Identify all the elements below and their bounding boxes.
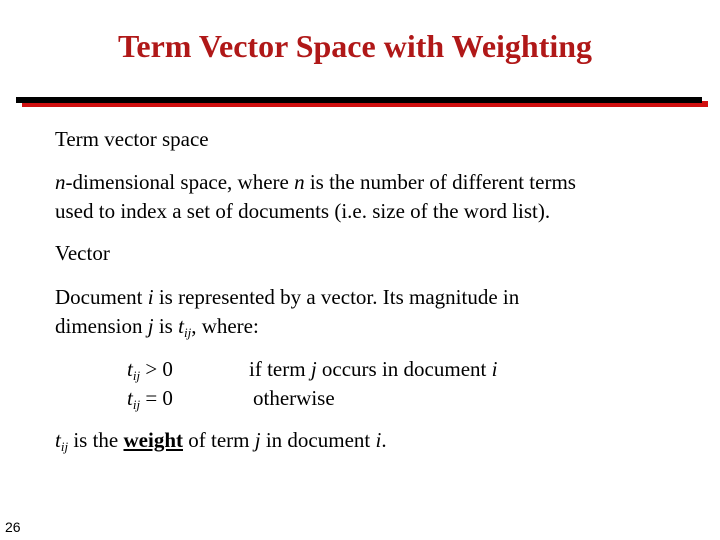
text-span: of term <box>183 428 255 452</box>
var-n: n <box>294 170 305 194</box>
text-span: is <box>153 314 179 338</box>
subscript-text: ij <box>132 368 141 383</box>
title-underline-rule <box>16 97 710 107</box>
term-vector-space-definition-line-2: used to index a set of documents (i.e. size of the word list). <box>55 199 551 223</box>
slide-number: 26 <box>5 519 21 535</box>
text-span: is the number of different terms <box>304 170 576 194</box>
text-span: is represented by a vector. Its magnitude in <box>153 285 520 309</box>
subscript-ij <box>133 397 140 412</box>
vector-definition-line-2 <box>55 312 259 341</box>
subscript-text: ij <box>60 439 69 454</box>
var-t: t <box>55 428 61 452</box>
section-heading-vector: Vector <box>55 241 110 265</box>
text-span: Document <box>55 285 148 309</box>
section-heading-term-vector-space: Term vector space <box>55 127 209 151</box>
condition-positive-description <box>249 355 497 384</box>
text-span: in document <box>260 428 376 452</box>
subscript-text: ij <box>183 325 192 340</box>
text-span: -dimensional space, where <box>65 170 295 194</box>
subscript-text: ij <box>132 397 141 412</box>
vector-definition-line-1 <box>55 283 519 312</box>
condition-positive-expression <box>127 355 173 384</box>
slide-title: Term Vector Space with Weighting <box>117 28 593 64</box>
text-span: if term <box>249 357 311 381</box>
relation: = 0 <box>140 386 173 410</box>
subscript-ij <box>61 439 68 454</box>
condition-zero-description: otherwise <box>253 386 335 410</box>
var-j: j <box>147 314 154 338</box>
var-i: i <box>491 357 498 381</box>
relation: > 0 <box>140 357 173 381</box>
var-j: j <box>254 428 261 452</box>
text-span: . <box>381 428 387 452</box>
var-t: t <box>127 386 133 410</box>
text-span: dimension <box>55 314 148 338</box>
var-t: t <box>178 314 184 338</box>
term-vector-space-definition-line-1 <box>55 168 576 197</box>
weight-definition <box>55 426 387 455</box>
text-span: , where: <box>191 314 259 338</box>
var-j: j <box>310 357 317 381</box>
text-span: occurs in document <box>316 357 492 381</box>
title-rule-dark <box>16 97 702 103</box>
var-n: n <box>55 170 66 194</box>
condition-zero-expression <box>127 384 173 413</box>
text-span: is the <box>68 428 124 452</box>
subscript-ij <box>133 368 140 383</box>
var-i: i <box>375 428 382 452</box>
var-t: t <box>127 357 133 381</box>
weight-emphasis: weight <box>123 428 183 452</box>
var-i: i <box>147 285 154 309</box>
